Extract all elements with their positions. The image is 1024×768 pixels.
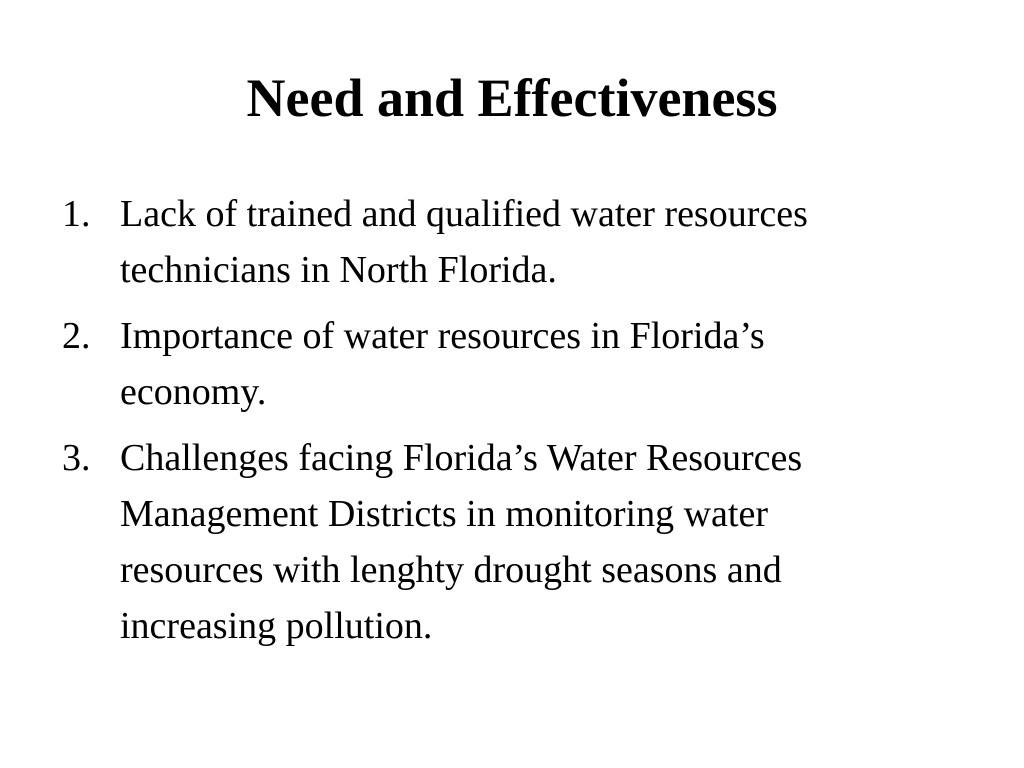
numbered-list: [62, 186, 962, 664]
list-item-line: Importance of water resources in Florida’s: [120, 315, 765, 357]
list-item-number: 2.: [62, 315, 91, 357]
list-item-line: economy.: [120, 371, 267, 413]
list-item-line: Challenges facing Florida’s Water Resources: [120, 437, 803, 479]
list-item: [62, 308, 962, 420]
list-item-number: 3.: [62, 437, 91, 479]
list-item-line: technicians in North Florida.: [120, 249, 557, 291]
slide-title: Need and Effectiveness: [246, 68, 778, 128]
list-item-line: resources with lenghty drought seasons and: [120, 549, 782, 591]
list-item-line: Lack of trained and qualified water resources: [120, 193, 808, 235]
list-item-text: [120, 308, 962, 420]
list-item-text: [120, 430, 962, 654]
list-item-number: 1.: [62, 193, 91, 235]
list-item-text: [120, 186, 962, 298]
list-item-line: Management Districts in monitoring water: [120, 493, 768, 535]
list-item-line: increasing pollution.: [120, 605, 433, 647]
list-item: [62, 430, 962, 654]
list-item: [62, 186, 962, 298]
